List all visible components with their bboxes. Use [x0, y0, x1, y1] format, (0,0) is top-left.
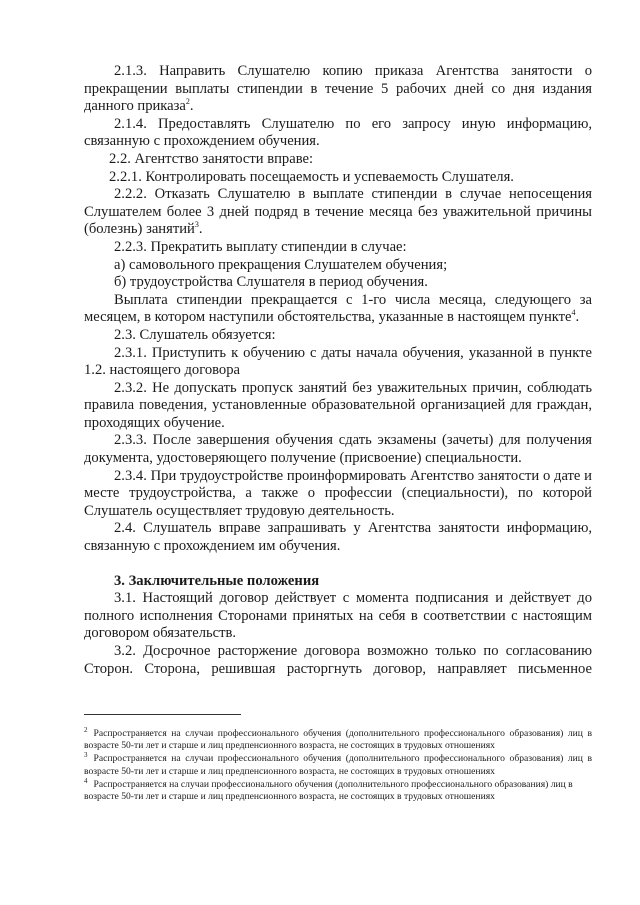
paragraph-2-2-1: 2.2.1. Контролировать посещаемость и успеваемость Слушателя. — [109, 168, 514, 185]
paragraph-2-3-3: 2.3.3. После завершения обучения сдать экзамены (зачеты) для получения документа, удостоверяющего получение (присвоение) специальности. — [84, 432, 592, 467]
paragraph-2-1-3: 2.1.3. Направить Слушателю копию приказа Агентства занятости о прекращении выплаты стипендии в течение 5 рабочих дней со дня издания данного приказа$^2$. — [84, 63, 592, 115]
footnote-mark-2: 2 — [84, 725, 88, 734]
footnote-2: $^2$ Распространяется на случаи профессионального обучения (дополнительного профессионального образования) лиц в возрасте 50-ти лет и старше и лиц предпенсионного возраста, не состоящих в трудовых отношениях — [84, 725, 592, 752]
paragraph-3-2: 3.2. Досрочное расторжение договора возможно только по согласованию Сторон. Сторона, решившая расторгнуть договор, направляет письменное — [84, 643, 592, 677]
paragraph-2-3-1: 2.3.1. Приступить к обучению с даты начала обучения, указанной в пункте 1.2. настоящего договора — [84, 344, 592, 379]
section-3-heading: 3. Заключительные положения — [114, 572, 320, 589]
paragraph-2-2-3: 2.2.3. Прекратить выплату стипендии в случае: — [114, 238, 407, 255]
paragraph-stipend-termination: Выплата стипендии прекращается с 1-го числа месяца, следующего за месяцем, в котором наступили обстоятельства, указанные в настоящем пункте$^4$. — [84, 291, 592, 326]
footnote-separator — [84, 714, 241, 715]
paragraph-2-2: 2.2. Агентство занятости вправе: — [109, 150, 314, 167]
paragraph-2-3: 2.3. Слушатель обязуется: — [114, 326, 276, 343]
document-body — [84, 63, 592, 678]
paragraph-2-3-2: 2.3.2. Не допускать пропуск занятий без уважительных причин, соблюдать правила поведения, установленные образовательной организацией для граждан, проходящих обучение. — [84, 379, 592, 431]
footnote-mark-4: 4 — [84, 776, 88, 785]
footnote-mark-3: 3 — [84, 751, 88, 760]
paragraph-2-1-4: 2.1.4. Предоставлять Слушателю по его запросу иную информацию, связанную с прохождением обучения. — [84, 115, 592, 150]
footnote-ref-4: 4 — [571, 308, 576, 318]
footnote-3: $^3$ Распространяется на случаи профессионального обучения (дополнительного профессионального образования) лиц в возрасте 50-ти лет и старше и лиц предпенсионного возраста, не состоящих в трудовых отношениях — [84, 751, 592, 777]
paragraph-2-2-2: 2.2.2. Отказать Слушателю в выплате стипендии в случае непосещения Слушателем более 3 дней подряд в течение месяца без уважительной причины (болезнь) занятий$^3$. — [84, 186, 592, 238]
footnotes — [84, 725, 592, 804]
paragraph-2-4: 2.4. Слушатель вправе запрашивать у Агентства занятости информацию, связанную с прохождением им обучения. — [84, 520, 592, 555]
list-item-a: а) самовольного прекращения Слушателем обучения; — [114, 256, 448, 273]
footnote-ref-3: 3 — [194, 220, 199, 230]
footnote-ref-2: 2 — [185, 97, 190, 107]
list-item-b: б) трудоустройства Слушателя в период обучения. — [114, 274, 428, 291]
footnote-4: $^4$ Распространяется на случаи профессионального обучения (дополнительного профессионального образования) лиц в возрасте 50-ти лет и старше и лиц предпенсионного возраста, не состоящих в трудовых отношениях — [84, 776, 573, 803]
paragraph-3-1: 3.1. Настоящий договор действует с момента подписания и действует до полного исполнения Сторонами принятых на себя в соответствии с настоящим договором обязательств. — [84, 590, 592, 642]
paragraph-2-3-4: 2.3.4. При трудоустройстве проинформировать Агентство занятости о дате и месте трудоустройства, а также о профессии (специальности), по которой Слушатель осуществляет трудовую деятельность. — [84, 467, 592, 519]
